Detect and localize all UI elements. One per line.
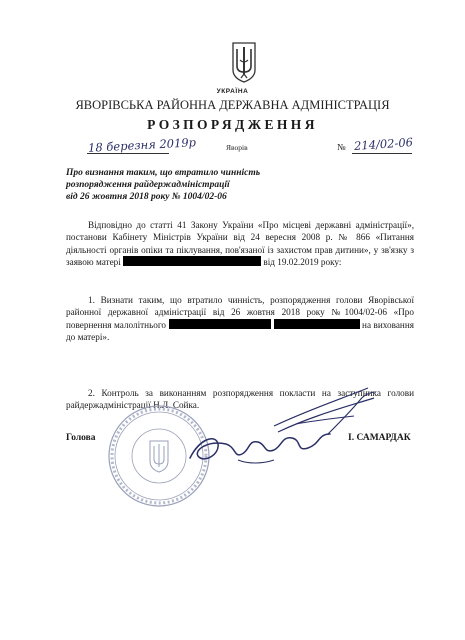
preamble-text: Відповідно до статті 41 Закону України «Про місцеві державні адміністрації», постанови Кабінету Міністрів України від 24 вересня 2008 р. № 866 «Питання діяльності органів опіки та піклування, пов'язаної із захистом прав дитини», у зв'язку з заявою матері xyxy=(66,220,414,267)
paragraph-item-1 xyxy=(66,294,414,343)
document-date: 18 березня 2019р xyxy=(87,135,197,155)
subject-line: від 26 жовтня 2018 року № 1004/02-06 xyxy=(66,192,227,203)
document-city: Яворів xyxy=(226,143,248,152)
preamble-date: від 19.02.2019 року: xyxy=(263,256,342,267)
item-1-text: 1. Визнати таким, що втратило чинність, розпорядження голови Яворівської районної державної адміністрації від 26 жовтня 2018 року №1004/02-06 «Про повернення малолітнього xyxy=(66,295,414,330)
subject-line: розпорядження райдержадміністрації xyxy=(66,180,230,191)
number-sign: № xyxy=(337,142,346,152)
paragraph-preamble xyxy=(66,219,414,268)
redacted-block xyxy=(274,319,360,329)
country-name: УКРАЇНА xyxy=(216,88,249,95)
document-type-title: РОЗПОРЯДЖЕННЯ xyxy=(147,117,318,132)
number-underline xyxy=(352,153,412,154)
document-subject xyxy=(66,167,366,204)
item-1-ending: на виховання до матері». xyxy=(66,319,414,342)
paragraph-item-2: 2. Контроль за виконанням розпорядження покласти на заступника голови райдержадміністрації Н.Л. Сойка. xyxy=(66,388,414,411)
subject-line: Про визнання таким, що втратило чинність xyxy=(66,168,261,178)
handwritten-signature-icon xyxy=(178,380,388,480)
administration-name: ЯВОРІВСЬКА РАЙОННА ДЕРЖАВНА АДМІНІСТРАЦІЯ xyxy=(75,98,390,112)
signer-role: Голова xyxy=(66,433,96,443)
date-underline xyxy=(87,153,169,154)
trident-emblem-icon xyxy=(229,40,259,84)
redacted-block xyxy=(169,319,271,329)
document-number: 214/02-06 xyxy=(353,134,414,154)
signer-name: І. САМАРДАК xyxy=(348,433,411,443)
redacted-block xyxy=(123,256,261,266)
